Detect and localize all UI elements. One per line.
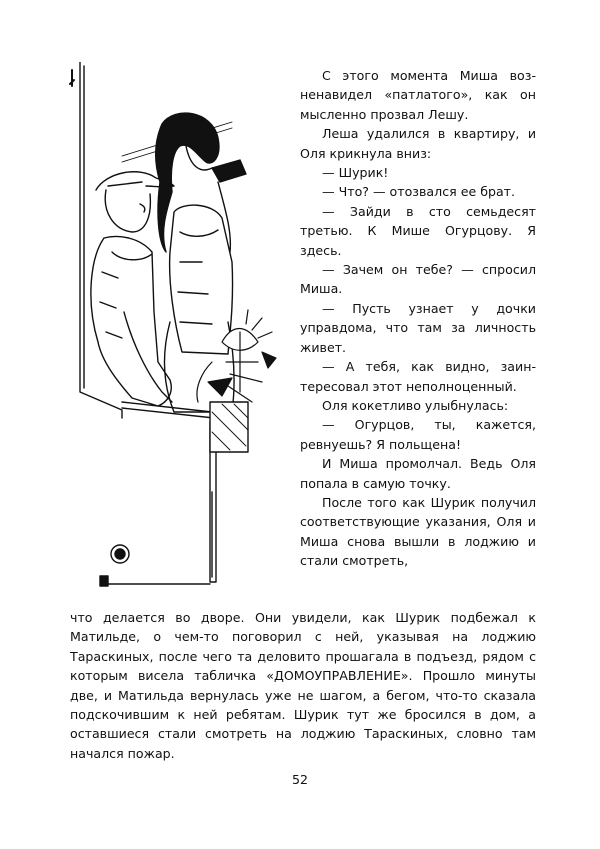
full-width-text: [70, 608, 536, 763]
paragraph: — Огурцов, ты, кажется, ревнуешь? Я польщена!: [300, 417, 536, 452]
girl-dress: [170, 205, 233, 354]
paragraph: — Зайди в сто семьдесят третью. К Мише Огурцову. Я здесь.: [300, 203, 536, 258]
wire: [102, 578, 210, 584]
railing: [122, 402, 214, 418]
paragraph: — А тебя, как видно, заинтересовал этот неполноценный.: [300, 359, 536, 394]
paragraph: Оля кокетливо улыбнулась:: [322, 397, 509, 413]
paragraph: С этого момента Миша возненавидел «патлатого», как он мысленно прозвал Лешу.: [300, 68, 536, 122]
paragraph: После того как Шурик получил соответствующие указания, Оля и Миша снова вышли в лоджию и стали смотреть,: [300, 494, 536, 569]
boy-body: [91, 237, 171, 406]
paragraph-continuation: что делается во дворе. Они увидели, как Шурик подбежал к Матильде, о чем-то поговорил с ней, указывая на лоджию Тараскиных, после чего та деловито прошагала в подъезд, рядом с которым висела табличка «ДОМОУПРАВЛЕНИЕ». Прошло минуты две, и Матильда вернулась уже не шагом, а бегом, что-то сказала подскочившим к ней ребятам. Шурик тут же бросился в дом, а оставшиеся стали смотреть на лоджию Тараскиных, словно там начался пожар.: [70, 610, 536, 761]
paragraph: — Шурик!: [322, 165, 389, 181]
paragraph: И Миша промолчал. Ведь Оля попала в самую точку.: [300, 456, 536, 491]
page-number: 52: [291, 772, 309, 787]
paragraph: — Что? — отозвался ее брат.: [322, 184, 516, 200]
boy-face: [105, 190, 150, 232]
corner-mark: [70, 70, 74, 86]
paragraph: — Зачем он тебе? — спросил Миша.: [300, 262, 536, 297]
column-text: [300, 66, 536, 571]
binoculars: [212, 160, 246, 182]
flower-box: [210, 402, 248, 452]
balcony-illustration: [62, 62, 294, 607]
paragraph: — Пусть узнает у дочки управдома, что там за личность живет.: [300, 300, 536, 355]
paragraph: Леша удалился в квартиру, и Оля крикнула вниз:: [300, 126, 536, 161]
